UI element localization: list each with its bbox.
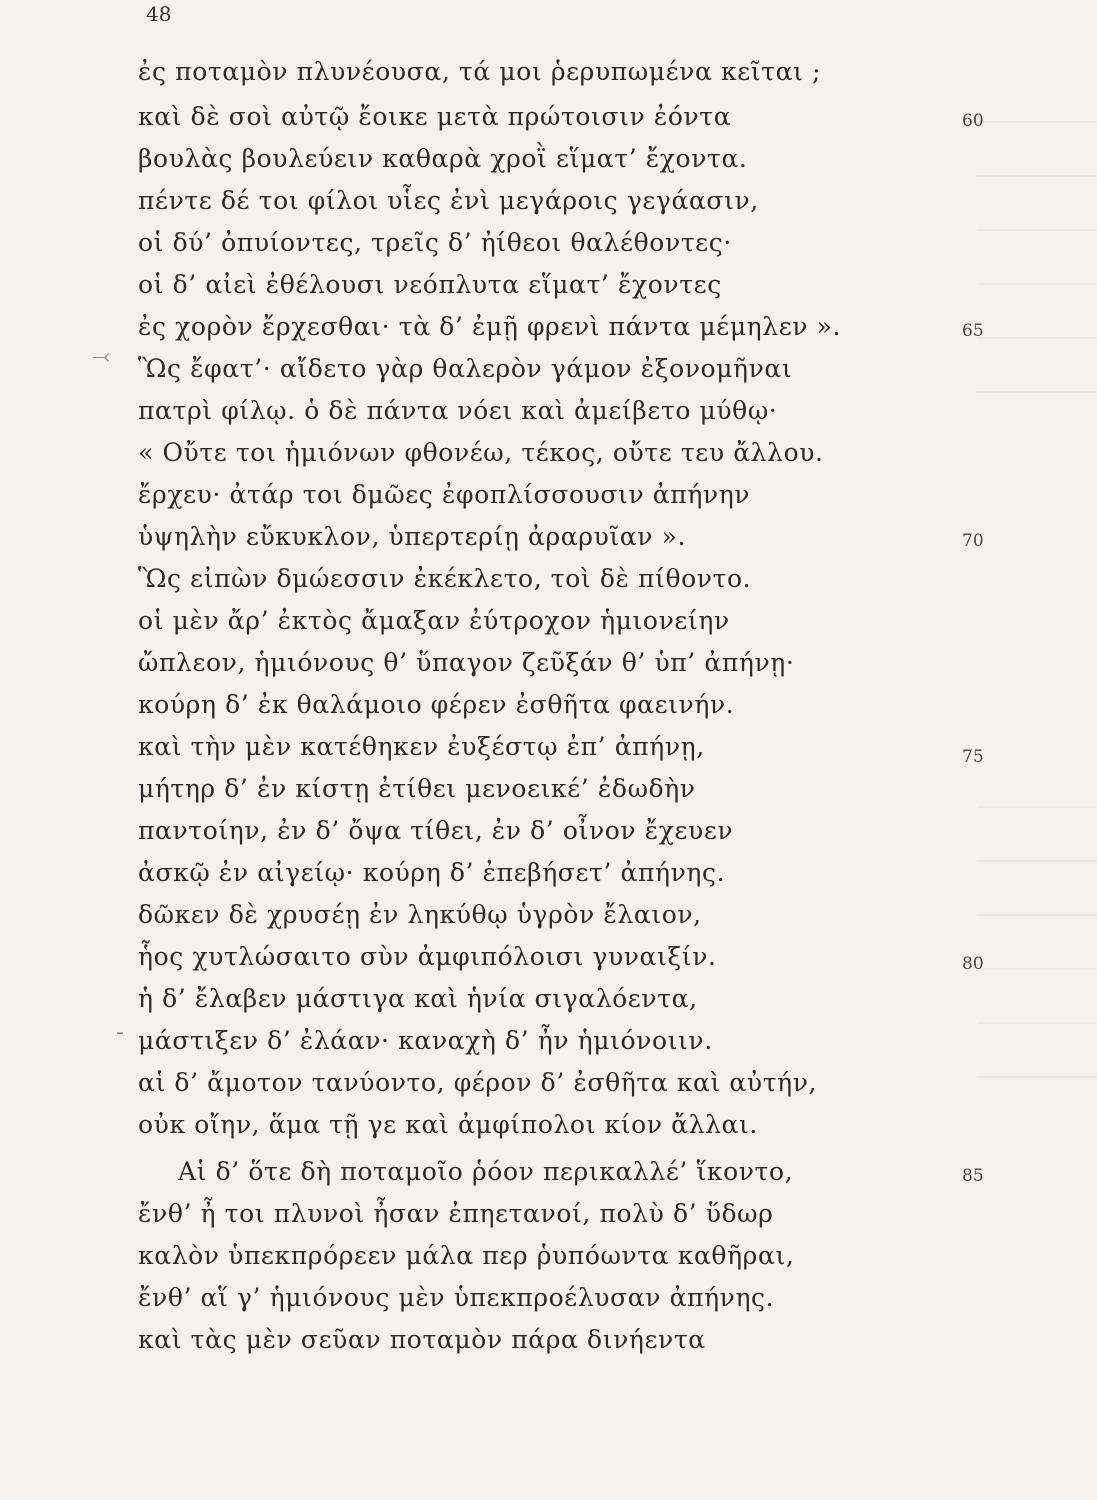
verse-line: Ὣς ἔφατ’· αἴδετο γὰρ θαλερὸν γάμον ἐξονομῆναι (138, 354, 793, 383)
verse-line: βουλὰς βουλεύειν καθαρὰ χροῒ εἵματ’ ἔχοντα. (138, 144, 748, 173)
verse-line: αἱ δ’ ἄμοτον τανύοντο, φέρον δ’ ἐσθῆτα καὶ αὐτήν, (138, 1068, 818, 1097)
verse-line: πέντε δέ τοι φίλοι υἷες ἐνὶ μεγάροις γεγάασιν, (138, 186, 759, 215)
line-number: 65 (962, 321, 984, 341)
verse-line: ἔρχευ· ἀτάρ τοι δμῶες ἐφοπλίσσουσιν ἀπήνην (138, 480, 751, 509)
verse-line: ἔνθ’ ἦ τοι πλυνοὶ ἦσαν ἐπηετανοί, πολὺ δ’ ὕδωρ (138, 1199, 774, 1228)
verse-line: οὐκ οἴην, ἅμα τῇ γε καὶ ἀμφίπολοι κίον ἄλλαι. (138, 1110, 758, 1139)
verse-line: μήτηρ δ’ ἐν κίστῃ ἐτίθει μενοεικέ’ ἐδωδὴν (138, 774, 696, 803)
verse-line: Ὣς εἰπὼν δμώεσσιν ἐκέκλετο, τοὶ δὲ πίθοντο. (138, 564, 752, 593)
verse-line: οἱ μὲν ἄρ’ ἐκτὸς ἄμαξαν ἐύτροχον ἡμιονείην (138, 606, 730, 635)
verse-line: καὶ δὲ σοὶ αὐτῷ ἔοικε μετὰ πρώτοισιν ἐόντα (138, 102, 732, 131)
verse-line: καὶ τὰς μὲν σεῦαν ποταμὸν πάρα δινήεντα (138, 1325, 706, 1354)
verse-line: οἱ δ’ αἰεὶ ἐθέλουσι νεόπλυτα εἵματ’ ἔχοντες (138, 270, 722, 299)
verse-line: ἐς χορὸν ἔρχεσθαι· τὰ δ’ ἐμῇ φρενὶ πάντα μέμηλεν ». (138, 312, 842, 341)
verse-line: ἡ δ’ ἔλαβεν μάστιγα καὶ ἡνία σιγαλόεντα, (138, 984, 698, 1013)
verse-line: κούρη δ’ ἐκ θαλάμοιο φέρεν ἐσθῆτα φαεινήν. (138, 690, 735, 719)
pencil-mark-icon: ⤙ (92, 344, 110, 369)
line-number: 70 (962, 531, 984, 551)
verse-line: Αἱ δ’ ὅτε δὴ ποταμοῖο ῥόον περικαλλέ’ ἵκοντο, (178, 1157, 794, 1186)
line-number: 80 (962, 954, 984, 974)
page-number: 48 (146, 2, 172, 26)
line-number: 60 (962, 111, 984, 131)
pencil-dash-icon: - (116, 1020, 124, 1045)
verse-line: ὑψηλὴν εὔκυκλον, ὑπερτερίῃ ἀραρυῖαν ». (138, 522, 687, 551)
verse-line: ἧος χυτλώσαιτο σὺν ἀμφιπόλοισι γυναιξίν. (138, 942, 717, 971)
verse-line: « Οὔτε τοι ἡμιόνων φθονέω, τέκος, οὔτε τευ ἄλλου. (138, 438, 824, 467)
verse-line: ὤπλεον, ἡμιόνους θ’ ὕπαγον ζεῦξάν θ’ ὑπ’ ἀπήνῃ· (138, 648, 795, 677)
verse-line: οἱ δύ’ ὀπυίοντες, τρεῖς δ’ ἠίθεοι θαλέθοντες· (138, 228, 732, 257)
verse-line: ἀσκῷ ἐν αἰγείῳ· κούρη δ’ ἐπεβήσετ’ ἀπήνης. (138, 858, 726, 887)
line-number: 85 (962, 1166, 984, 1186)
line-number: 75 (962, 747, 984, 767)
verse-line: δῶκεν δὲ χρυσέῃ ἐν ληκύθῳ ὑγρὸν ἔλαιον, (138, 900, 702, 929)
verse-line: παντοίην, ἐν δ’ ὄψα τίθει, ἐν δ’ οἶνον ἔχευεν (138, 816, 734, 845)
verse-line: πατρὶ φίλῳ. ὁ δὲ πάντα νόει καὶ ἀμείβετο μύθῳ· (138, 396, 778, 425)
verse-line: μάστιξεν δ’ ἐλάαν· καναχὴ δ’ ἦν ἡμιόνοιιν. (138, 1026, 713, 1055)
verse-line: καλὸν ὑπεκπρόρεεν μάλα περ ῥυπόωντα καθῆραι, (138, 1241, 795, 1270)
verse-line: καὶ τὴν μὲν κατέθηκεν ἐυξέστῳ ἐπ’ ἀπήνῃ, (138, 732, 705, 761)
verse-line: ἐς ποταμὸν πλυνέουσα, τά μοι ῥερυπωμένα κεῖται ; (138, 57, 822, 86)
verse-line: ἔνθ’ αἵ γ’ ἡμιόνους μὲν ὑπεκπροέλυσαν ἀπήνης. (138, 1283, 775, 1312)
